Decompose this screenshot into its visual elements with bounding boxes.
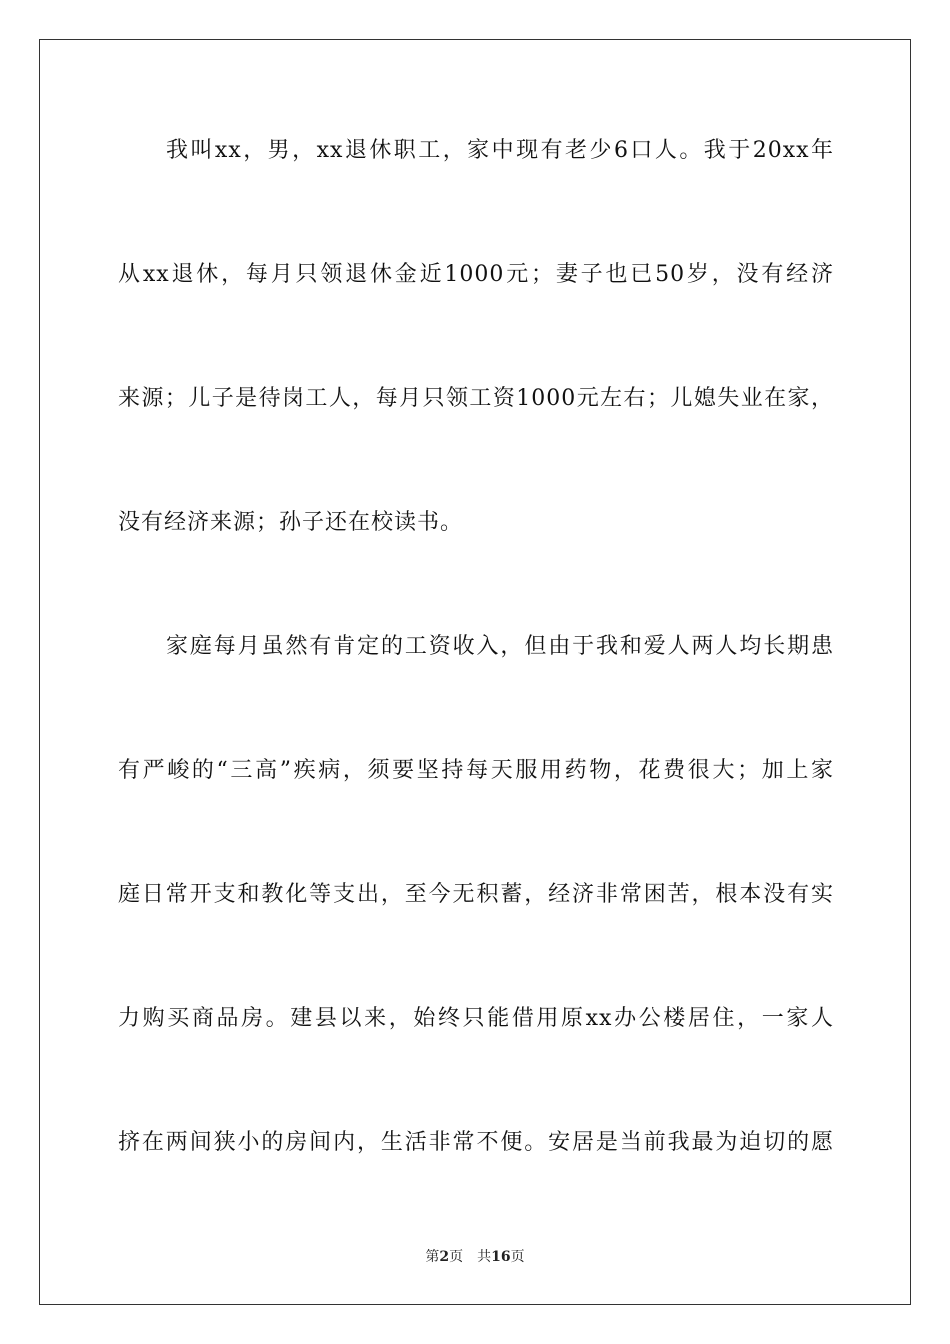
- paragraph-2-line-5: 挤在两间狭小的房间内，生活非常不便。安居是当前我最为迫切的愿: [118, 1130, 834, 1155]
- page-footer: [0, 1248, 950, 1266]
- total-suffix: 页: [510, 1249, 525, 1265]
- paragraph-2-line-1: 家庭每月虽然有肯定的工资收入，但由于我和爱人两人均长期患: [166, 634, 834, 659]
- current-page-number: 2: [439, 1249, 450, 1265]
- paragraph-2-line-4: 力购买商品房。建县以来，始终只能借用原xx办公楼居住，一家人: [118, 1006, 834, 1031]
- paragraph-1-line-2: 从xx退休，每月只领退休金近1000元；妻子也已50岁，没有经济: [118, 262, 834, 287]
- paragraph-1-line-3: 来源；儿子是待岗工人，每月只领工资1000元左右；儿媳失业在家，: [118, 386, 834, 411]
- total-prefix: 共: [477, 1249, 492, 1265]
- paragraph-1-line-4: 没有经济来源；孙子还在校读书。: [118, 510, 464, 535]
- paragraph-2-line-2: 有严峻的“三高”疾病，须要坚持每天服用药物，花费很大；加上家: [118, 758, 834, 783]
- page-suffix: 页: [449, 1249, 464, 1265]
- paragraph-2-line-3: 庭日常开支和教化等支出，至今无积蓄，经济非常困苦，根本没有实: [118, 882, 834, 907]
- page-prefix: 第: [425, 1249, 440, 1265]
- paragraph-1-line-1: 我叫xx，男，xx退休职工，家中现有老少6口人。我于20xx年: [166, 138, 834, 163]
- total-page-count: 16: [491, 1249, 511, 1265]
- page-border: [39, 39, 911, 1305]
